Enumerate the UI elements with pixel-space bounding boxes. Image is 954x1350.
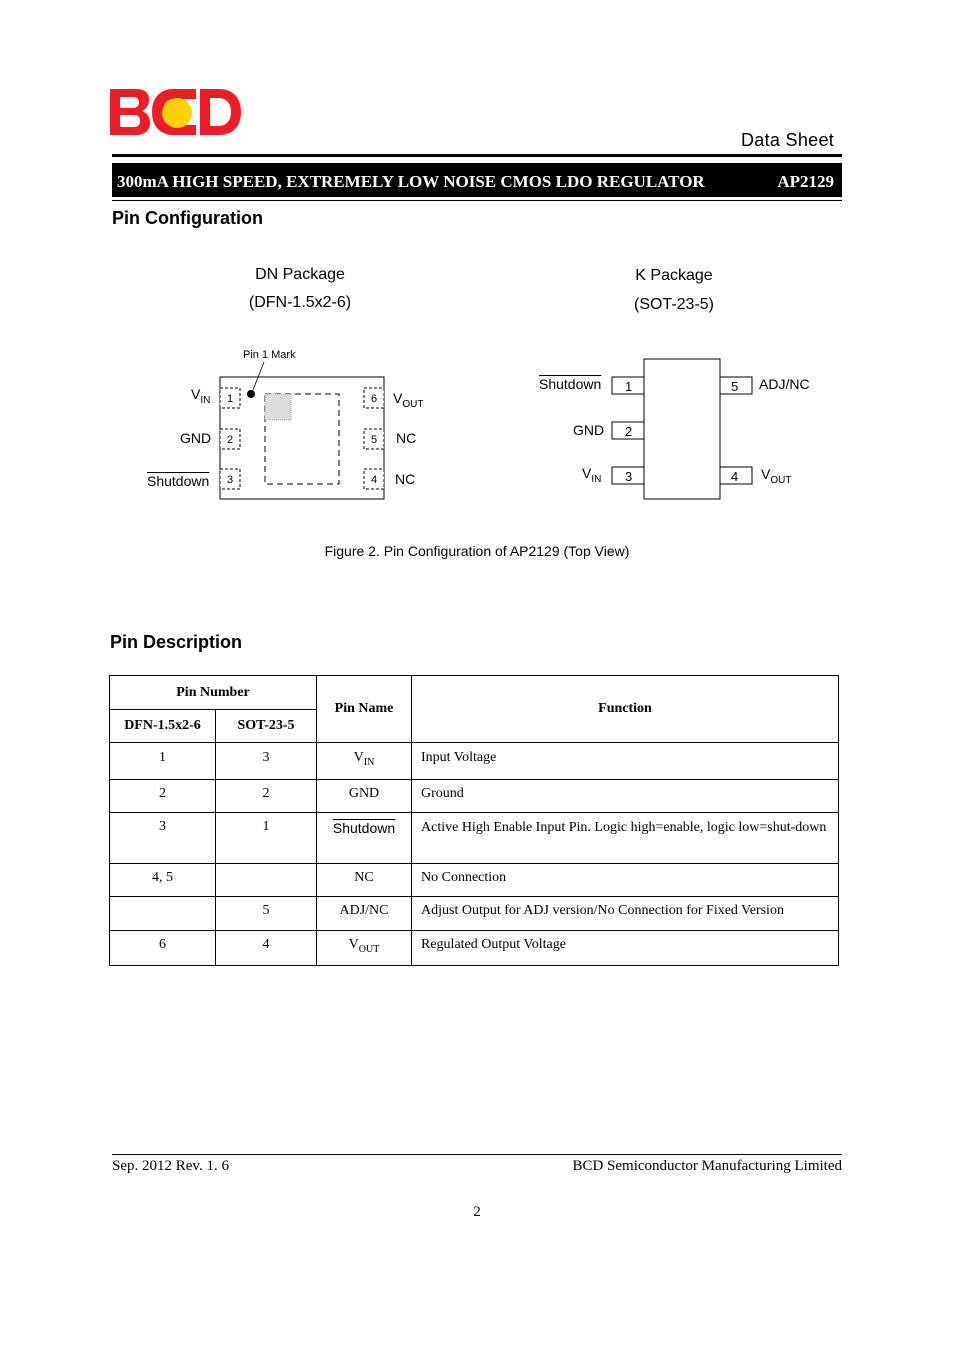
dfn-label-nc-5: NC (396, 430, 417, 446)
dfn-pin-num: 4 (370, 474, 378, 486)
table-row: 4, 5 NC No Connection (110, 864, 839, 897)
sot-pin-num: 5 (731, 379, 739, 394)
part-number: AP2129 (777, 172, 834, 191)
sot-pin-num: 4 (731, 469, 739, 484)
sot-label-vin: $V_{IN}$ (582, 465, 602, 485)
sot-body (644, 359, 720, 499)
dn-package-name: DN Package (255, 266, 345, 283)
pin1-dot (247, 390, 255, 398)
pin1-mark-label: Pin 1 Mark (243, 349, 296, 361)
title-bar (112, 163, 842, 197)
header-rule-thin (112, 200, 842, 201)
dfn-pin-num: 6 (370, 393, 378, 405)
k-package-name: K Package (635, 267, 713, 284)
dn-package-type: (DFN-1.5x2-6) (248, 294, 352, 311)
dfn-label-gnd: GND (180, 430, 212, 446)
header-rule (112, 154, 842, 157)
th-pin-name: Pin Name (317, 676, 412, 743)
footer-rule (112, 1154, 842, 1155)
dfn-pin-num: 3 (226, 474, 234, 486)
dfn-pin-num: 5 (370, 434, 378, 446)
k-package-type: (SOT-23-5) (633, 296, 714, 313)
page-number: 2 (473, 1204, 481, 1220)
dfn-label-nc-4: NC (395, 471, 416, 487)
footer-company: BCD Semiconductor Manufacturing Limited (572, 1158, 842, 1174)
table-row: 2 2 GND Ground (110, 780, 839, 813)
dfn-pin-num: 2 (226, 434, 234, 446)
sot-label-adjnc: ADJ/NC (759, 376, 810, 392)
doc-title: 300mA HIGH SPEED, EXTREMELY LOW NOISE CMOS LDO REGULATOR (117, 172, 705, 191)
dfn-body (220, 377, 384, 499)
dfn-label-vout: $V_{OUT}$ (393, 390, 424, 410)
sot-label-shutdown: Shutdown (539, 376, 602, 392)
table-row: 6 4 $V_{OUT}$ Regulated Output Voltage (110, 931, 839, 966)
sot-pin-num: 2 (625, 424, 633, 439)
table-row: 5 ADJ/NC Adjust Output for ADJ version/No Connection for Fixed Version (110, 897, 839, 931)
sot-pin-num: 1 (625, 379, 633, 394)
footer-date-rev: Sep. 2012 Rev. 1. 6 (112, 1158, 229, 1174)
th-dfn: DFN-1.5x2-6 (110, 710, 216, 743)
figure-caption: Figure 2. Pin Configuration of AP2129 (Top View) (324, 543, 630, 559)
pin1-hatch (265, 394, 291, 420)
sot-pin-num: 3 (625, 469, 633, 484)
dfn-label-vin: $V_{IN}$ (191, 386, 211, 406)
section-heading-pin-config: Pin Configuration (112, 208, 263, 228)
sot-label-vout: $V_{OUT}$ (761, 466, 792, 486)
dfn-pin-num: 1 (226, 393, 234, 405)
doc-type: Data Sheet (741, 130, 835, 150)
pin-description-table (109, 675, 839, 966)
table-row: 3 1 Shutdown Active High Enable Input Pin. Logic high=enable, logic low=shut-down (110, 813, 839, 864)
sot-package-diagram (600, 350, 770, 510)
sot-label-gnd: GND (573, 422, 605, 438)
dfn-label-shutdown: Shutdown (147, 473, 210, 489)
section-heading-pin-desc: Pin Description (110, 632, 243, 652)
bcd-logo (110, 89, 242, 135)
th-sot: SOT-23-5 (216, 710, 317, 743)
th-pin-number: Pin Number (110, 676, 317, 710)
table-row: 1 3 $V_{IN}$ Input Voltage (110, 743, 839, 780)
th-function: Function (412, 676, 839, 743)
